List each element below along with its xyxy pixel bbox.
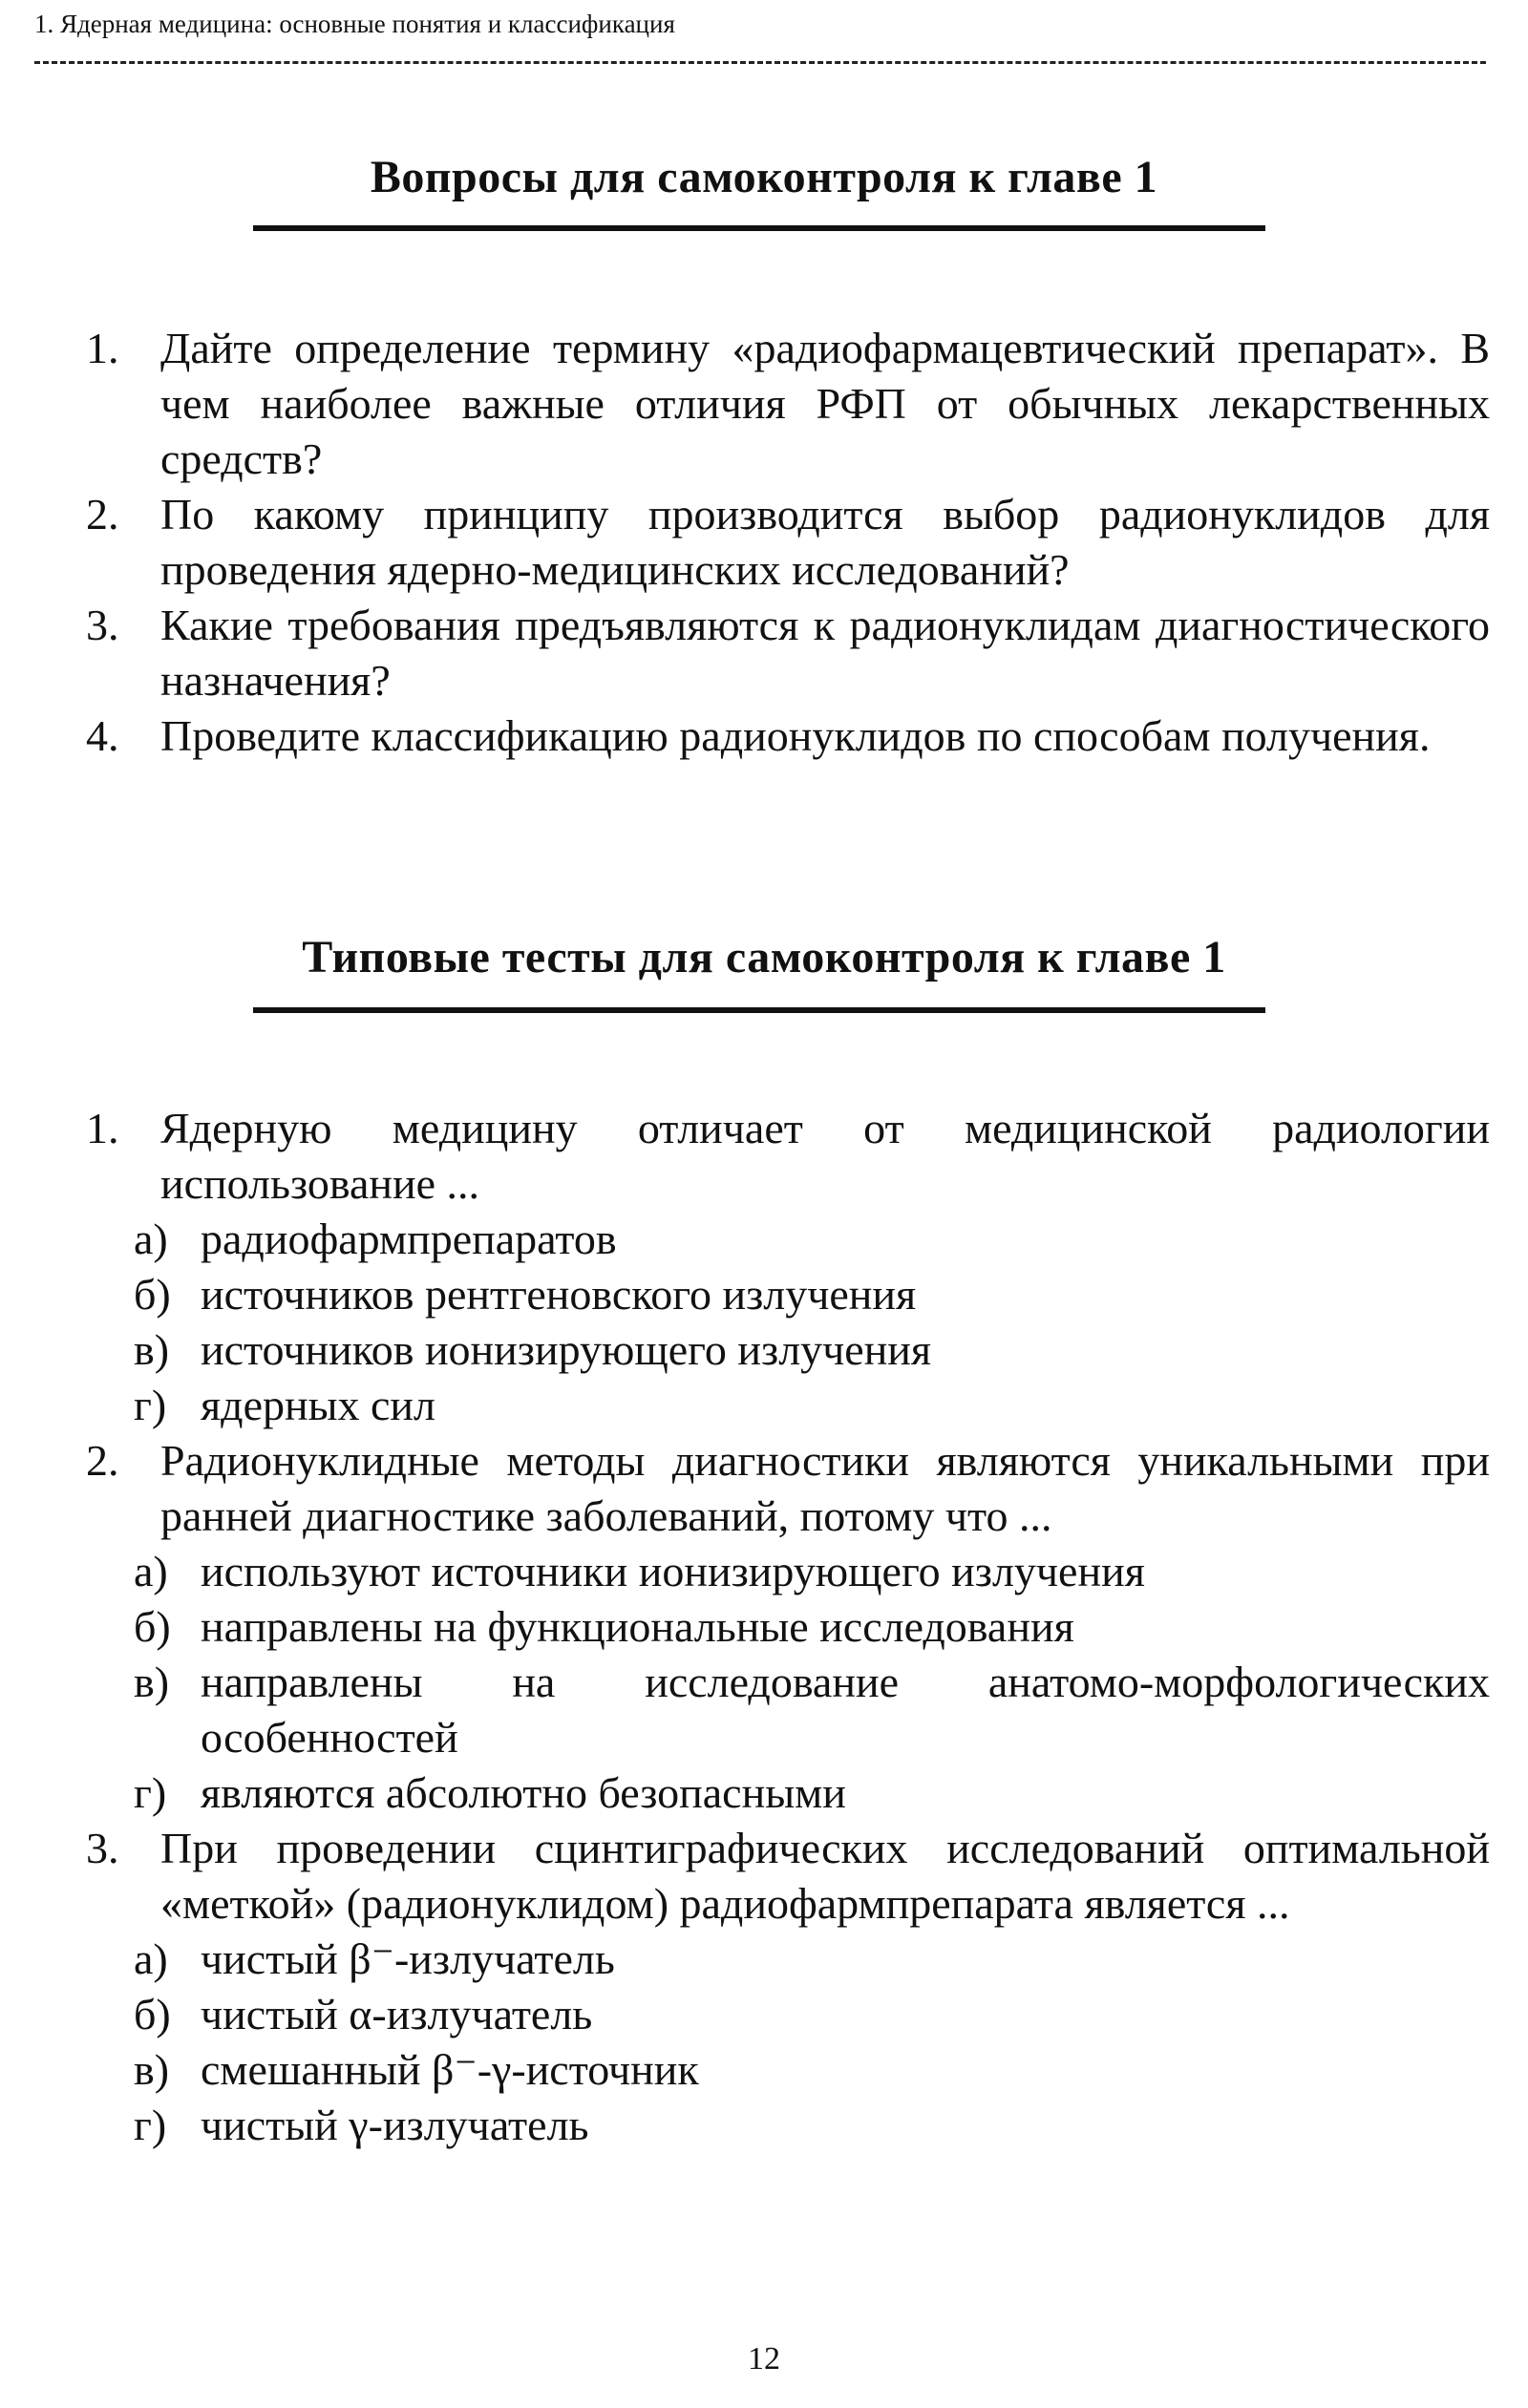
- question-number: 2.: [86, 490, 119, 539]
- answer-options: [134, 1932, 1490, 2153]
- running-head: 1. Ядерная медицина: основные понятия и классификация: [34, 10, 675, 38]
- answer-option: [134, 1599, 1490, 1655]
- option-letter: а): [134, 1547, 168, 1595]
- answer-options: [134, 1212, 1490, 1433]
- option-letter: г): [134, 1768, 167, 1817]
- option-letter: в): [134, 1325, 170, 1374]
- test-number: 3.: [86, 1824, 119, 1872]
- option-letter: а): [134, 1934, 168, 1983]
- option-letter: в): [134, 2045, 170, 2094]
- question-number: 4.: [86, 711, 119, 760]
- test-item: [86, 1433, 1490, 1821]
- answer-option: [134, 1655, 1490, 1765]
- question-number: 1.: [86, 324, 119, 372]
- answer-option: [134, 1932, 1490, 1987]
- page-number: 12: [748, 2341, 780, 2376]
- option-text: чистый γ-излучатель: [201, 2101, 589, 2149]
- question-number: 3.: [86, 601, 119, 649]
- option-text: чистый β⁻-излучатель: [201, 1934, 615, 1983]
- option-text: являются абсолютно безопасными: [201, 1768, 846, 1817]
- option-text: используют источники ионизирующего излучения: [201, 1547, 1145, 1595]
- answer-option: [134, 2098, 1490, 2153]
- test-item: [86, 1101, 1490, 1433]
- option-letter: б): [134, 1270, 171, 1319]
- test-question-text: При проведении сцинтиграфических исследований оптимальной «меткой» (радионуклидом) радиофармпрепарата является ...: [160, 1824, 1490, 1928]
- option-letter: г): [134, 1381, 167, 1429]
- answer-option: [134, 1267, 1490, 1322]
- option-letter: б): [134, 1602, 171, 1651]
- tests-title-underline: [253, 1007, 1265, 1013]
- answer-option: [134, 1987, 1490, 2042]
- option-text: направлены на исследование анатомо-морфологических особенностей: [201, 1658, 1490, 1762]
- option-text: ядерных сил: [201, 1381, 435, 1429]
- question-text: Какие требования предъявляются к радионуклидам диагностического назначения?: [160, 601, 1490, 705]
- question-item: [86, 321, 1490, 487]
- answer-options: [134, 1544, 1490, 1821]
- questions-title-underline: [253, 225, 1265, 231]
- question-item: [86, 598, 1490, 708]
- answer-option: [134, 1322, 1490, 1378]
- question-text: По какому принципу производится выбор радионуклидов для проведения ядерно-медицинских исследований?: [160, 490, 1490, 594]
- answer-option: [134, 1212, 1490, 1267]
- questions-list: [86, 321, 1490, 764]
- option-letter: а): [134, 1215, 168, 1263]
- option-text: радиофармпрепаратов: [201, 1215, 617, 1263]
- test-item: [86, 1821, 1490, 2153]
- question-text: Дайте определение термину «радиофармацевтический препарат». В чем наиболее важные отличия РФП от обычных лекарственных средств?: [160, 324, 1490, 483]
- questions-section-title: Вопросы для самоконтроля к главе 1: [370, 152, 1158, 202]
- option-text: чистый α-излучатель: [201, 1990, 593, 2038]
- test-question-text: Радионуклидные методы диагностики являются уникальными при ранней диагностике заболеваний, потому что ...: [160, 1436, 1490, 1540]
- option-text: смешанный β⁻-γ-источник: [201, 2045, 699, 2094]
- answer-option: [134, 1544, 1490, 1599]
- option-text: источников рентгеновского излучения: [201, 1270, 917, 1319]
- test-number: 2.: [86, 1436, 119, 1485]
- tests-section-title: Типовые тесты для самоконтроля к главе 1: [302, 932, 1226, 982]
- test-number: 1.: [86, 1104, 119, 1152]
- answer-option: [134, 1765, 1490, 1821]
- option-text: направлены на функциональные исследования: [201, 1602, 1074, 1651]
- answer-option: [134, 1378, 1490, 1433]
- option-letter: в): [134, 1658, 170, 1706]
- option-letter: г): [134, 2101, 167, 2149]
- header-dashed-rule: [34, 61, 1486, 64]
- option-letter: б): [134, 1990, 171, 2038]
- question-item: [86, 708, 1490, 764]
- question-text: Проведите классификацию радионуклидов по способам получения.: [160, 711, 1431, 760]
- tests-list: [86, 1101, 1490, 2153]
- test-question-text: Ядерную медицину отличает от медицинской радиологии использование ...: [160, 1104, 1490, 1208]
- option-text: источников ионизирующего излучения: [201, 1325, 932, 1374]
- answer-option: [134, 2042, 1490, 2098]
- question-item: [86, 487, 1490, 598]
